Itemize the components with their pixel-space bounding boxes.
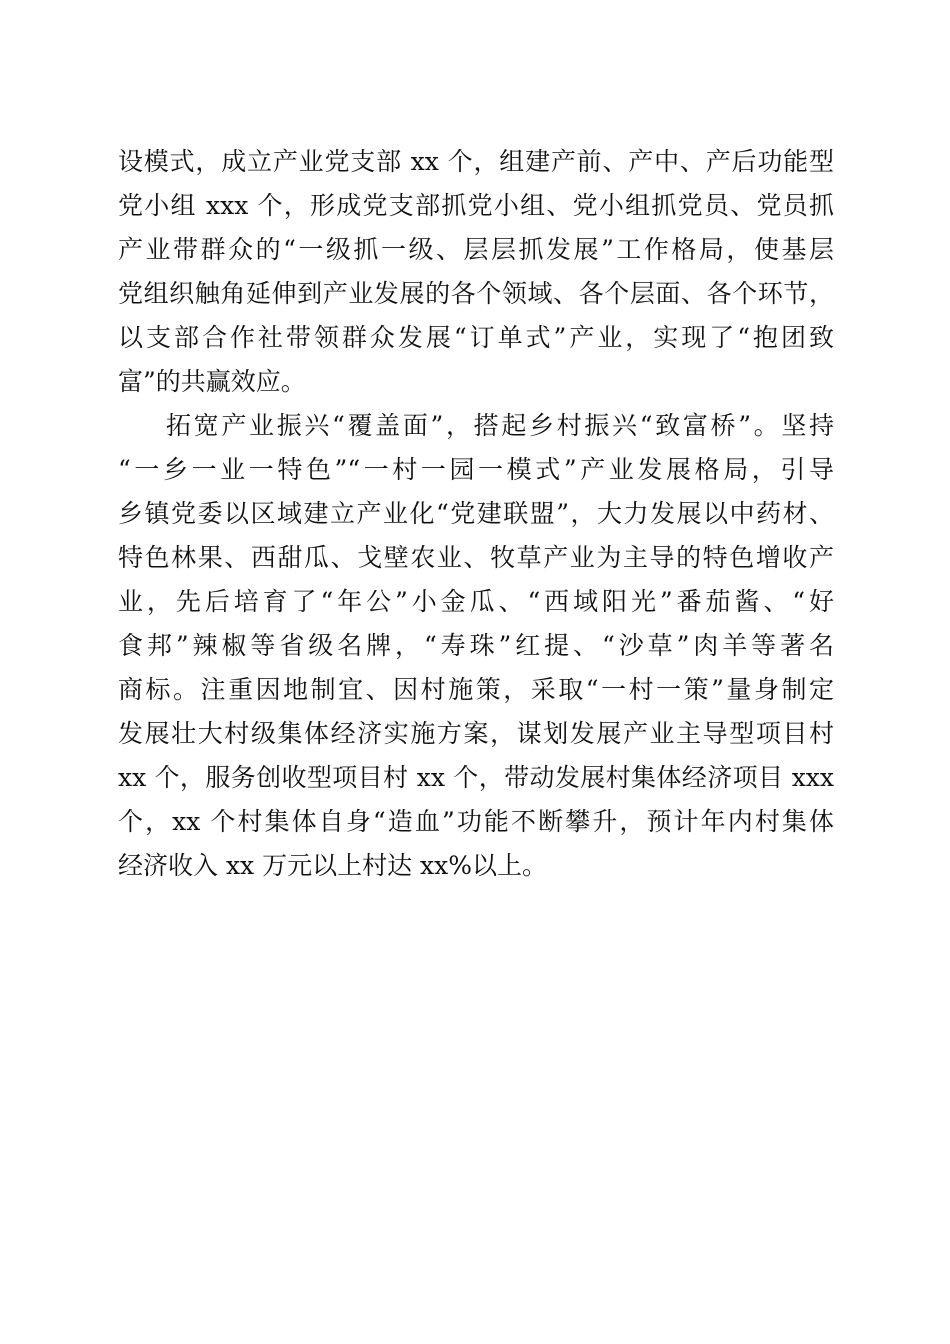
- text-line: 富”的共赢效应。: [118, 367, 306, 396]
- text-line: 个，xx 个村集体自身“造血”功能不断攀升，预计年内村集体: [118, 807, 834, 836]
- text-line: 食邦”辣椒等省级名牌，“寿珠”红提、“沙草”肉羊等著名: [118, 631, 834, 660]
- text-line: 党组织触角延伸到产业发展的各个领域、各个层面、各个环节，: [118, 279, 834, 308]
- text-line: 党小组 xxx 个，形成党支部抓党小组、党小组抓党员、党员抓: [118, 191, 834, 220]
- text-line: 设模式，成立产业党支部 xx 个，组建产前、产中、产后功能型: [118, 147, 834, 176]
- text-line: “一乡一业一特色”“一村一园一模式”产业发展格局，引导: [118, 455, 834, 484]
- text-line: 拓宽产业振兴“覆盖面”，搭起乡村振兴“致富桥”。坚持: [166, 411, 834, 440]
- text-line: 以支部合作社带领群众发展“订单式”产业，实现了“抱团致: [118, 323, 834, 352]
- text-line: 发展壮大村级集体经济实施方案，谋划发展产业主导型项目村: [118, 719, 834, 748]
- text-line: 业，先后培育了“年公”小金瓜、“西域阳光”番茄酱、“好: [118, 587, 834, 616]
- text-line: 乡镇党委以区域建立产业化“党建联盟”，大力发展以中药材、: [118, 499, 834, 528]
- paragraph: [118, 404, 834, 888]
- text-line: xx 个，服务创收型项目村 xx 个，带动发展村集体经济项目 xxx: [118, 763, 834, 792]
- text-line: 商标。注重因地制宜、因村施策，采取“一村一策”量身制定: [118, 675, 834, 704]
- document-body: [118, 140, 834, 888]
- text-line: 产业带群众的“一级抓一级、层层抓发展”工作格局，使基层: [118, 235, 834, 264]
- text-line: 经济收入 xx 万元以上村达 xx%以上。: [118, 851, 547, 880]
- paragraph: [118, 140, 834, 404]
- text-line: 特色林果、西甜瓜、戈壁农业、牧草产业为主导的特色增收产: [118, 543, 834, 572]
